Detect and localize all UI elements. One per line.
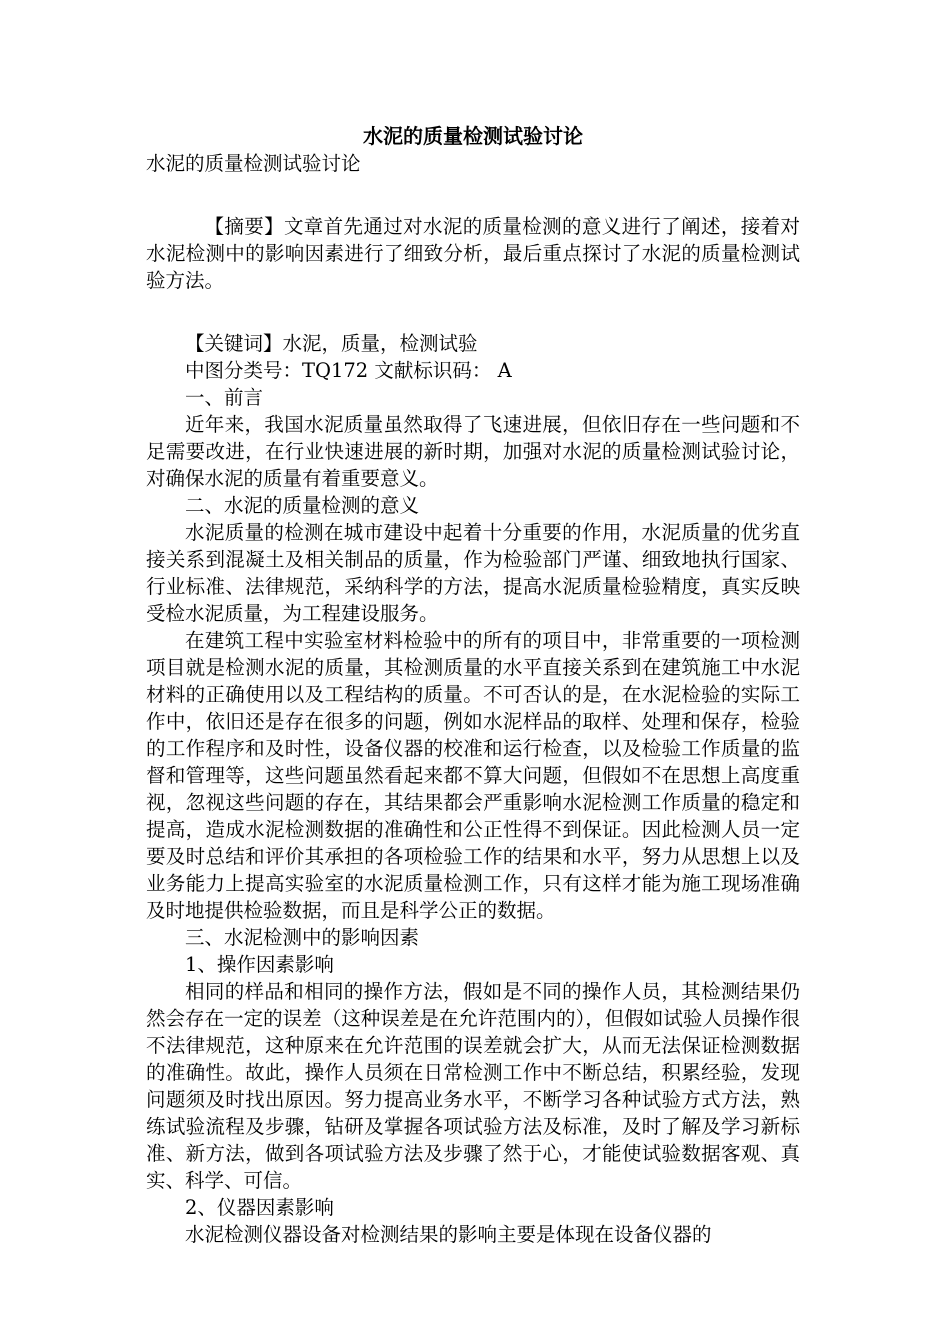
document-body (146, 122, 800, 1248)
body-paragraph: 水泥检测仪器设备对检测结果的影响主要是体现在设备仪器的 (185, 1223, 712, 1246)
section-heading: 二、水泥的质量检测的意义 (185, 494, 420, 517)
document-subtitle: 水泥的质量检测试验讨论 (146, 152, 361, 175)
body-paragraph: 近年来，我国水泥质量虽然取得了飞速进展，但依旧存在一些问题和不足需要改进，在行业快速进展的新时期，加强对水泥的质量检测试验讨论，对确保水泥的质量有着重要意义。 (146, 413, 800, 490)
body-paragraph: 在建筑工程中实验室材料检验中的所有的项目中，非常重要的一项检测项目就是检测水泥的质量，其检测质量的水平直接关系到在建筑施工中水泥材料的正确使用以及工程结构的质量。不可否认的是，在水泥检验的实际工作中，依旧还是存在很多的问题，例如水泥样品的取样、处理和保存，检验的工作程序和及时性，设备仪器的校准和运行检查，以及检验工作质量的监督和管理等，这些问题虽然看起来都不算大问题，但假如不在思想上高度重视，忽视这些问题的存在，其结果都会严重影响水泥检测工作质量的稳定和提高，造成水泥检测数据的准确性和公正性得不到保证。因此检测人员一定要及时总结和评价其承担的各项检验工作的结果和水平，努力从思想上以及业务能力上提高实验室的水泥质量检测工作，只有这样才能为施工现场准确及时地提供检验数据，而且是科学公正的数据。 (146, 629, 800, 922)
section-heading: 三、水泥检测中的影响因素 (185, 926, 420, 949)
section-heading: 一、前言 (185, 386, 264, 409)
keywords-line: 【关键词】水泥，质量，检测试验 (185, 332, 478, 355)
body-paragraph: 相同的样品和相同的操作方法，假如是不同的操作人员，其检测结果仍然会存在一定的误差（这种误差是在允许范围内的），但假如试验人员操作很不法律规范，这种原来在允许范围的误差就会扩大，从而无法保证检测数据的准确性。故此，操作人员须在日常检测工作中不断总结，积累经验，发现问题须及时找出原因。努力提高业务水平，不断学习各种试验方式方法，熟练试验流程及步骤，钻研及掌握各项试验方法及标准，及时了解及学习新标准、新方法，做到各项试验方法及步骤了然于心，才能使试验数据客观、真实、科学、可信。 (146, 980, 800, 1192)
subsection-heading: 2、仪器因素影响 (185, 1196, 334, 1219)
body-paragraph: 水泥质量的检测在城市建设中起着十分重要的作用，水泥质量的优劣直接关系到混凝土及相关制品的质量，作为检验部门严谨、细致地执行国家、行业标准、法律规范，采纳科学的方法，提高水泥质量检验精度，真实反映受检水泥质量，为工程建设服务。 (146, 521, 800, 625)
subsection-heading: 1、操作因素影响 (185, 953, 334, 976)
classification-line: 中图分类号：TQ172 文献标识码： A (185, 359, 512, 382)
document-title: 水泥的质量检测试验讨论 (363, 124, 583, 148)
abstract-paragraph: 【摘要】文章首先通过对水泥的质量检测的意义进行了阐述，接着对水泥检测中的影响因素进行了细致分析，最后重点探讨了水泥的质量检测试验方法。 (146, 215, 800, 292)
